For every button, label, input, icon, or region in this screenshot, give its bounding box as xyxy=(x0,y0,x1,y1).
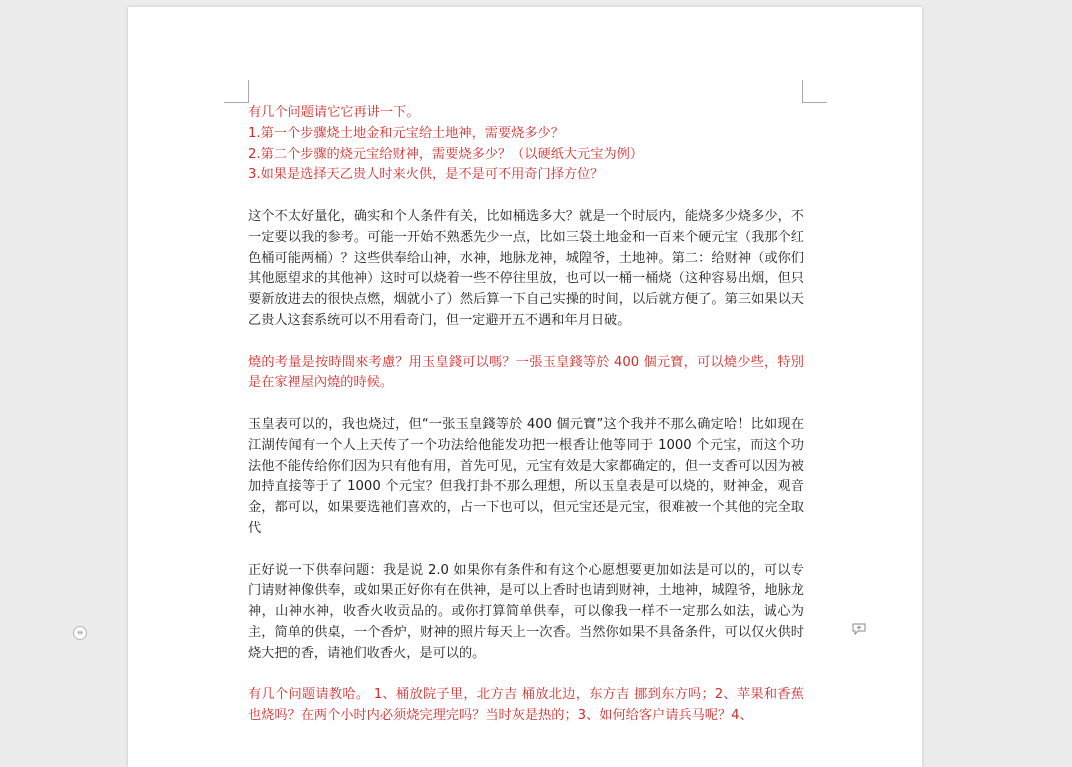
question-heading: 有几个问题请它它再讲一下。 xyxy=(248,105,420,120)
document-body[interactable] xyxy=(248,103,804,748)
add-comment-icon[interactable] xyxy=(852,623,866,635)
paragraph-options-icon[interactable]: ≡ xyxy=(73,626,87,640)
answer-paragraph-3: 正好说一下供奉问题：我是说 2.0 如果你有条件和有这个心愿想要更加如法是可以的，可以专门请财神像供奉，或如果正好你有在供神，是可以上香时也请到财神，土地神，城隍爷，地脉龙神，山神水神，收香火收贡品的。或你打算简单供奉，可以像我一样不一定那么如法，诚心为主，简单的供桌，一个香炉，财神的照片每天上一次香。当然你如果不具备条件，可以仅火供时烧大把的香，请祂们收香火，是可以的。 xyxy=(248,562,804,661)
margin-corner-left xyxy=(224,80,249,103)
question-item-1: 1.第一个步骤烧土地金和元宝给土地神，需要烧多少？ xyxy=(248,125,564,141)
answer-paragraph-1: 这个不太好量化，确实和个人条件有关，比如桶选多大？就是一个时辰内，能烧多少烧多少，不一定要以我的参考。可能一开始不熟悉先少一点，比如三袋土地金和一百来个硬元宝（我那个红色桶可能两桶）？这些供奉给山神，水神，地脉龙神，城隍爷，土地神。第二：给财神（或你们其他愿望求的其他神）这时可以烧着一些不停往里放，也可以一桶一桶烧（这种容易出烟，但只要新放进去的很快点燃，烟就小了）然后算一下自己实操的时间，以后就方便了。第三如果以天乙贵人这套系统可以不用看奇门，但一定避开五不遇和年月日破。 xyxy=(248,208,804,328)
margin-corner-right xyxy=(802,80,827,103)
question-item-2: 2.第二个步骤的烧元宝给财神，需要烧多少？（以硬纸大元宝为例） xyxy=(248,146,644,162)
question-paragraph-2: 燒的考量是按時間來考慮？用玉皇錢可以嗎？一張玉皇錢等於 400 個元寶，可以燒少些，特別是在家裡屋內燒的時候。 xyxy=(248,354,804,391)
question-paragraph-3: 有几个问题请教哈。 1、桶放院子里，北方吉 桶放北边，东方吉 挪到东方吗；2、苹果和香蕉也烧吗？在两个小时内必须烧完理完吗？当时灰是热的；3、如何给客户请兵马呢？4、 xyxy=(248,687,804,724)
question-item-3: 3.如果是选择天乙贵人时来火供，是不是可不用奇门择方位？ xyxy=(248,167,604,183)
answer-paragraph-2: 玉皇表可以的，我也烧过，但“一张玉皇錢等於 400 個元寶”这个我并不那么确定哈！比如现在江湖传闻有一个人上天传了一个功法给他能发功把一根香让他等同于 1000 个元宝，而这个功法他不能传给你们因为只有他有用，首先可见，元宝有效是大家都确定的，但一支香可以因为被加持直接等于了 1000 个元宝？但我打卦不那么理想，所以玉皇表是可以烧的，财神金，观音金，都可以，如果要选祂们喜欢的，占一下也可以，但元宝还是元宝，很难被一个其他的完全取代 xyxy=(248,416,804,536)
document-page xyxy=(128,7,922,767)
